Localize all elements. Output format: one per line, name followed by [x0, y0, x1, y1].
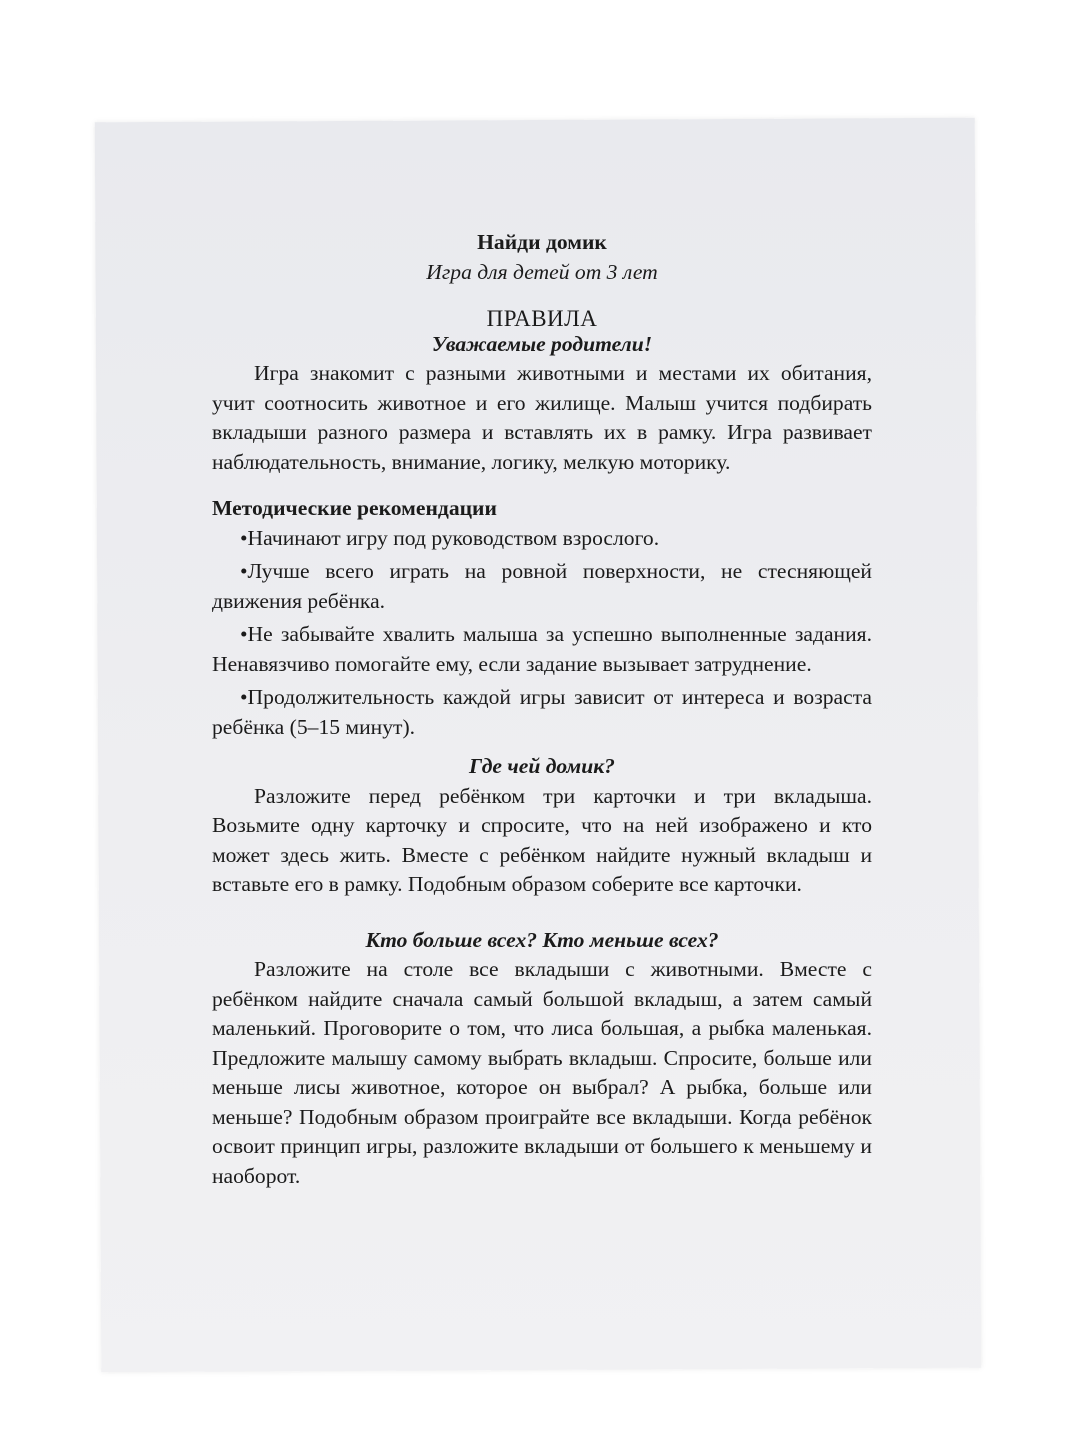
- game1-paragraph: Разложите перед ребёнком три карточки и три вкладыша. Возьмите одну карточку и спросите, что на ней изображено и кто может здесь жить. Вместе с ребёнком найдите нужный вкладыш и вставьте его в рамку. Подобным образом соберите все карточки.: [212, 783, 872, 896]
- game2-heading: Кто больше всех? Кто меньше всех?: [365, 927, 719, 952]
- game2-paragraph: Разложите на столе все вкладыши с животными. Вместе с ребёнком найдите сначала самый большой вкладыш, а затем самый маленький. Проговорите о том, что лиса большая, а рыбка маленькая. Предложите малышу самому выбрать вкладыш. Спросите, больше или меньше лисы животное, которое он выбрал? А рыбка, больше или меньше? Подобным образом проиграйте все вкладыши. Когда ребёнок освоит принцип игры, разложите вкладыши от большего к меньшему и наоборот.: [212, 957, 872, 1188]
- bullet-item: •Начинают игру под руководством взрослого.: [240, 525, 660, 550]
- game1-heading: Где чей домик?: [469, 754, 615, 778]
- methods-heading: Методические рекомендации: [212, 496, 497, 520]
- rules-heading: ПРАВИЛА: [486, 306, 598, 331]
- bullet-item: •Не забывайте хвалить малыша за успешно выполненные задания. Ненавязчиво помогайте ему, если задание вызывает затруднение.: [212, 622, 872, 676]
- greeting: Уважаемые родители!: [431, 331, 653, 356]
- document-title: Найди домик: [477, 230, 607, 254]
- bullet-item: •Лучше всего играть на ровной поверхности, не стесняющей движения ребёнка.: [212, 559, 872, 613]
- intro-paragraph: Игра знакомит с разными животными и местами их обитания, учит соотносить животное и его жилище. Малыш учится подбирать вкладыши разного размера и вставлять их в рамку. Игра развивает наблюдательность, внимание, логику, мелкую моторику.: [212, 361, 872, 474]
- document-body: [212, 228, 872, 1191]
- bullet-item: •Продолжительность каждой игры зависит от интереса и возраста ребёнка (5–15 минут).: [212, 685, 872, 739]
- document-subtitle: Игра для детей от 3 лет: [426, 259, 658, 284]
